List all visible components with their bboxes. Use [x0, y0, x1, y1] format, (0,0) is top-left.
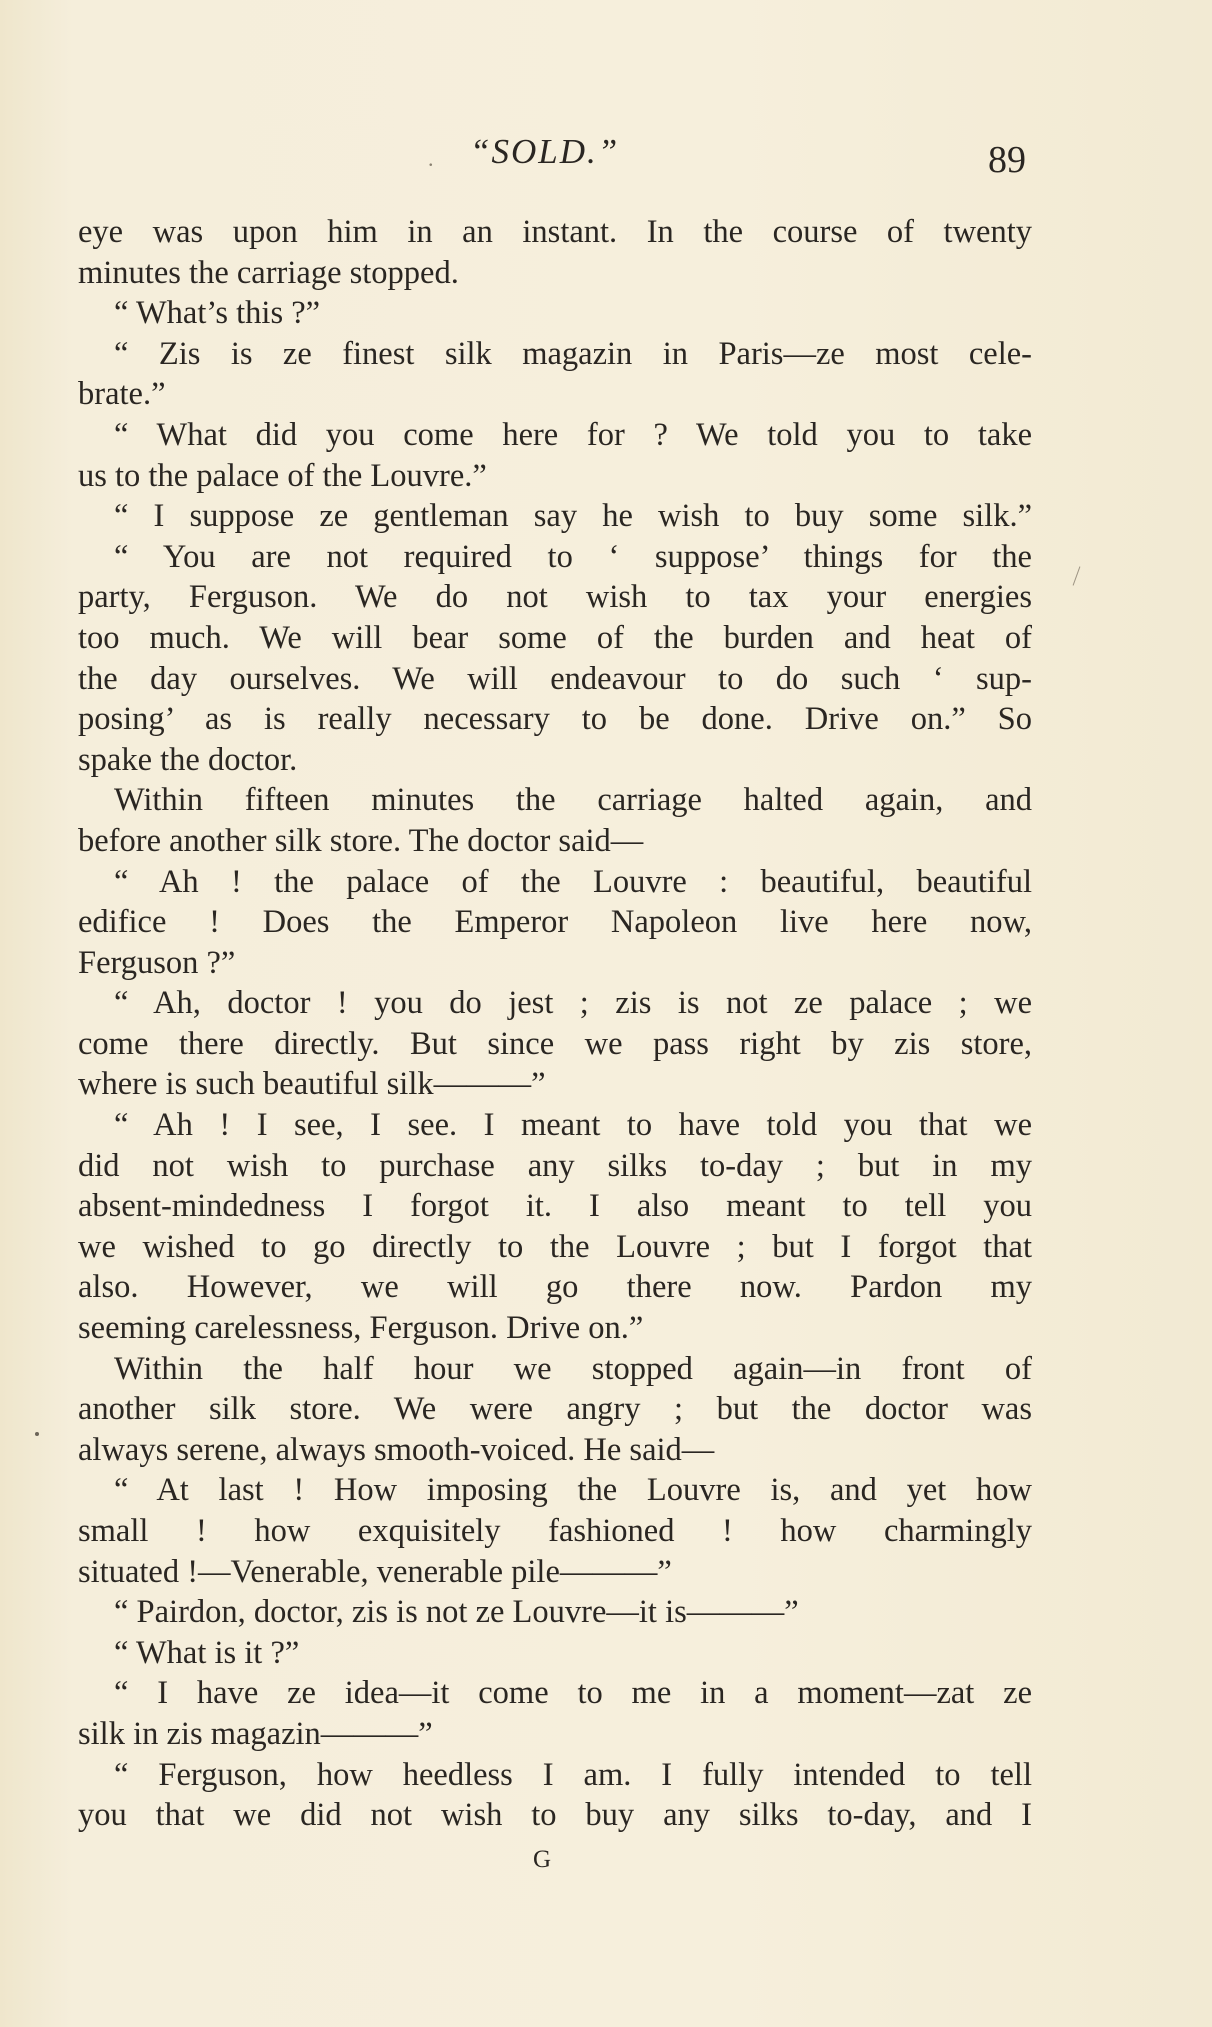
text-line: Ferguson ?” — [78, 944, 236, 981]
text-line: the day ourselves. We will endeavour to do such ‘ sup- — [78, 660, 1032, 697]
text-line: “ Zis is ze finest silk magazin in Paris—ze most cele- — [114, 335, 1032, 372]
text-line: “ Ferguson, how heedless I am. I fully intended to tell — [114, 1756, 1032, 1793]
text-line: always serene, always smooth-voiced. He said— — [78, 1431, 715, 1468]
text-line: Within the half hour we stopped again—in front of — [114, 1350, 1032, 1387]
header-dot: . — [428, 146, 434, 171]
text-line: “ What’s this ?” — [114, 295, 321, 332]
text-line: too much. We will bear some of the burden and heat of — [78, 619, 1032, 656]
text-line: edifice ! Does the Emperor Napoleon live here now, — [78, 904, 1032, 941]
text-line: “ I suppose ze gentleman say he wish to buy some silk.” — [114, 498, 1032, 535]
text-line: also. However, we will go there now. Pardon my — [78, 1269, 1032, 1306]
text-line: small ! how exquisitely fashioned ! how charmingly — [78, 1513, 1032, 1549]
text-line: “ Ah ! the palace of the Louvre : beautiful, beautiful — [114, 863, 1032, 900]
text-line: “ At last ! How imposing the Louvre is, and yet how — [114, 1472, 1032, 1509]
text-line: “ I have ze idea—it come to me in a moment—zat ze — [114, 1675, 1032, 1712]
text-line: “ You are not required to ‘ suppose’ things for the — [114, 538, 1032, 575]
text-line: spake the doctor. — [78, 741, 298, 778]
text-line: absent-mindedness I forgot it. I also meant to tell you — [78, 1188, 1032, 1225]
text-line: silk in zis magazin———” — [78, 1715, 433, 1752]
text-line: come there directly. But since we pass right by zis store, — [78, 1025, 1032, 1062]
signature-mark: G — [533, 1846, 552, 1873]
text-line: “ Ah ! I see, I see. I meant to have told you that we — [114, 1107, 1032, 1144]
text-line: you that we did not wish to buy any silks to-day, and I — [78, 1797, 1032, 1834]
text-line: seeming carelessness, Ferguson. Drive on.” — [78, 1310, 644, 1347]
text-line: posing’ as is really necessary to be done. Drive on.” So — [78, 701, 1032, 738]
text-line: brate.” — [78, 376, 166, 413]
text-line: us to the palace of the Louvre.” — [78, 457, 487, 494]
text-line: minutes the carriage stopped. — [78, 254, 459, 291]
running-title: “SOLD.” — [470, 132, 620, 171]
text-line: “ What is it ?” — [114, 1634, 300, 1671]
text-line: “ What did you come here for ? We told you to take — [114, 416, 1032, 453]
body-text — [78, 212, 1032, 1836]
text-line: party, Ferguson. We do not wish to tax your energies — [78, 579, 1032, 616]
text-line: “ Pairdon, doctor, zis is not ze Louvre—it is———” — [114, 1594, 799, 1631]
text-line: we wished to go directly to the Louvre ; but I forgot that — [78, 1228, 1032, 1265]
text-line: “ Ah, doctor ! you do jest ; zis is not ze palace ; we — [114, 985, 1032, 1022]
running-head — [0, 128, 1212, 188]
text-line: where is such beautiful silk———” — [78, 1066, 546, 1103]
text-line: another silk store. We were angry ; but the doctor was — [78, 1391, 1032, 1428]
text-line: eye was upon him in an instant. In the course of twenty — [78, 214, 1032, 250]
text-line: did not wish to purchase any silks to-day ; but in my — [78, 1147, 1032, 1184]
margin-mark — [1073, 566, 1081, 585]
page-number: 89 — [988, 139, 1026, 181]
text-line: Within fifteen minutes the carriage halted again, and — [114, 782, 1032, 819]
text-line: situated !—Venerable, venerable pile———” — [78, 1553, 672, 1590]
margin-dot — [35, 1432, 39, 1436]
text-line: before another silk store. The doctor said— — [78, 822, 644, 859]
